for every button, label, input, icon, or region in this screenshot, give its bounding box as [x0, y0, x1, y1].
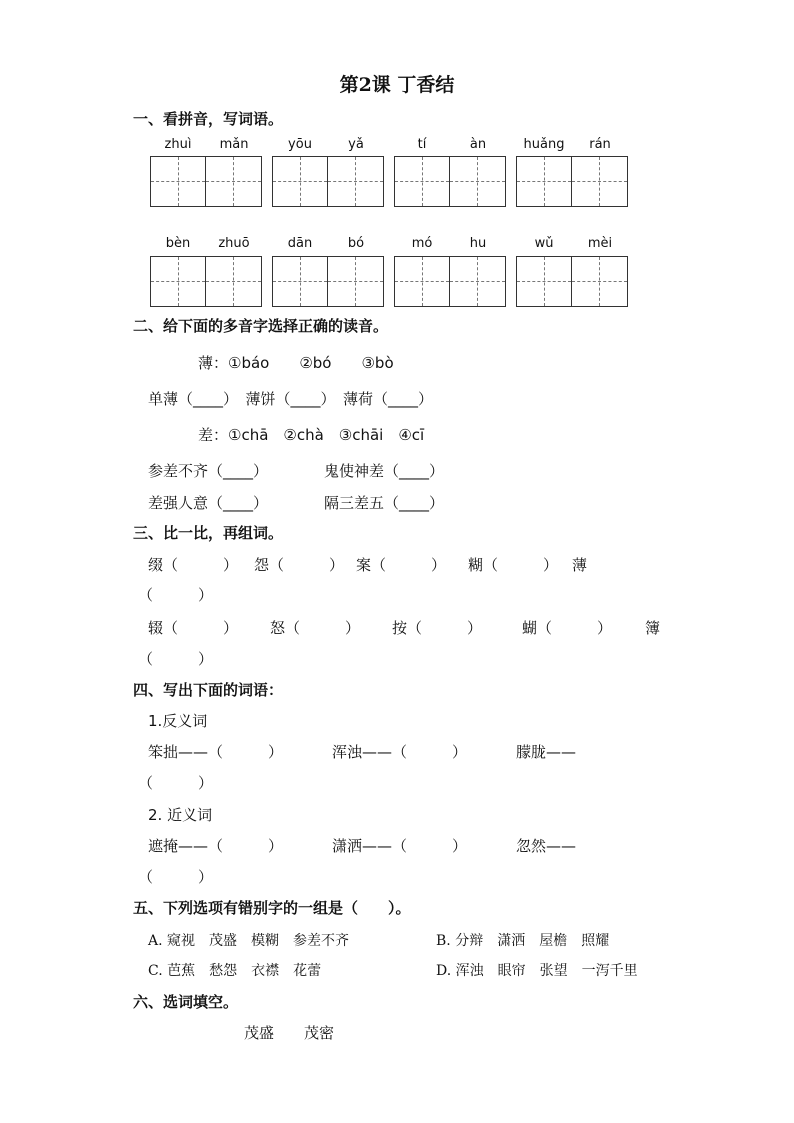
compare-item: 糊（ ）	[468, 556, 559, 574]
option-c: C. 芭蕉 愁怨 衣襟 花蕾	[148, 963, 322, 979]
pinyin: zhuō	[218, 236, 250, 251]
antonym-item: 朦胧——	[516, 743, 577, 761]
compare-item: 薄	[572, 556, 588, 574]
compare-item: 蝴（ ）	[522, 619, 613, 637]
pinyin: mǎn	[219, 137, 249, 152]
writing-grid[interactable]	[516, 156, 628, 207]
compare-item: 簿	[645, 619, 661, 637]
section-3-heading: 三、比一比，再组词。	[133, 524, 284, 542]
pinyin: rán	[589, 137, 611, 152]
cha-word: 鬼使神差（____）	[324, 462, 445, 480]
section-6-heading: 六、选词填空。	[133, 993, 239, 1011]
writing-grid[interactable]	[150, 256, 262, 307]
writing-grid[interactable]	[516, 256, 628, 307]
page-title: 第2课 丁香结	[339, 74, 455, 96]
section-2-heading: 二、给下面的多音字选择正确的读音。	[133, 317, 389, 335]
pinyin: mó	[411, 236, 433, 251]
writing-grid[interactable]	[272, 256, 384, 307]
writing-grid[interactable]	[394, 256, 506, 307]
word-choices: 茂盛 茂密	[244, 1024, 335, 1042]
pinyin: wǔ	[534, 236, 554, 251]
bao-words: 单薄（____） 薄饼（____） 薄荷（____）	[148, 390, 434, 408]
option-d: D. 浑浊 眼帘 张望 一泻千里	[436, 963, 638, 979]
pinyin: zhuì	[164, 137, 192, 152]
antonym-item: 笨拙——（ ）	[148, 743, 284, 761]
pinyin: hu	[469, 236, 487, 251]
pinyin: bèn	[165, 236, 191, 251]
antonym-item: 浑浊——（ ）	[332, 743, 468, 761]
option-b: B. 分辩 潇洒 屋檐 照耀	[436, 933, 610, 949]
pinyin: dān	[287, 236, 313, 251]
compare-item: 按（ ）	[392, 619, 483, 637]
synonym-label: 2. 近义词	[148, 806, 213, 824]
antonym-cont: （ ）	[138, 774, 214, 792]
compare-item-cont: （ ）	[138, 586, 214, 604]
section-1-heading: 一、看拼音，写词语。	[133, 110, 284, 128]
cha-options: 差：①chā ②chà ③chāi ④cī	[198, 426, 425, 444]
compare-item: 缀（ ）	[148, 556, 239, 574]
bao-options: 薄：①báo ②bó ③bò	[198, 354, 394, 372]
compare-item: 怒（ ）	[270, 619, 361, 637]
option-a: A. 窥视 茂盛 模糊 参差不齐	[148, 933, 350, 949]
writing-grid[interactable]	[394, 156, 506, 207]
pinyin: yǎ	[348, 137, 364, 152]
pinyin: huǎng	[523, 137, 565, 152]
synonym-item: 遮掩——（ ）	[148, 837, 284, 855]
section-5-heading: 五、下列选项有错别字的一组是（ ）。	[133, 899, 411, 917]
writing-grid[interactable]	[150, 156, 262, 207]
compare-item: 案（ ）	[356, 556, 447, 574]
pinyin: mèi	[587, 236, 613, 251]
synonym-item: 潇洒——（ ）	[332, 837, 468, 855]
pinyin: yōu	[288, 137, 312, 152]
pinyin: bó	[347, 236, 365, 251]
synonym-item: 忽然——	[516, 837, 577, 855]
pinyin: àn	[469, 137, 487, 152]
cha-word: 差强人意（____）	[148, 494, 269, 512]
synonym-cont: （ ）	[138, 868, 214, 886]
writing-grid[interactable]	[272, 156, 384, 207]
compare-item: 辍（ ）	[148, 619, 239, 637]
compare-item-cont: （ ）	[138, 650, 214, 668]
cha-word: 隔三差五（____）	[324, 494, 445, 512]
compare-item: 怨（ ）	[254, 556, 345, 574]
pinyin: tí	[417, 137, 427, 152]
cha-word: 参差不齐（____）	[148, 462, 269, 480]
antonym-label: 1.反义词	[148, 712, 208, 730]
section-4-heading: 四、写出下面的词语：	[133, 681, 284, 699]
